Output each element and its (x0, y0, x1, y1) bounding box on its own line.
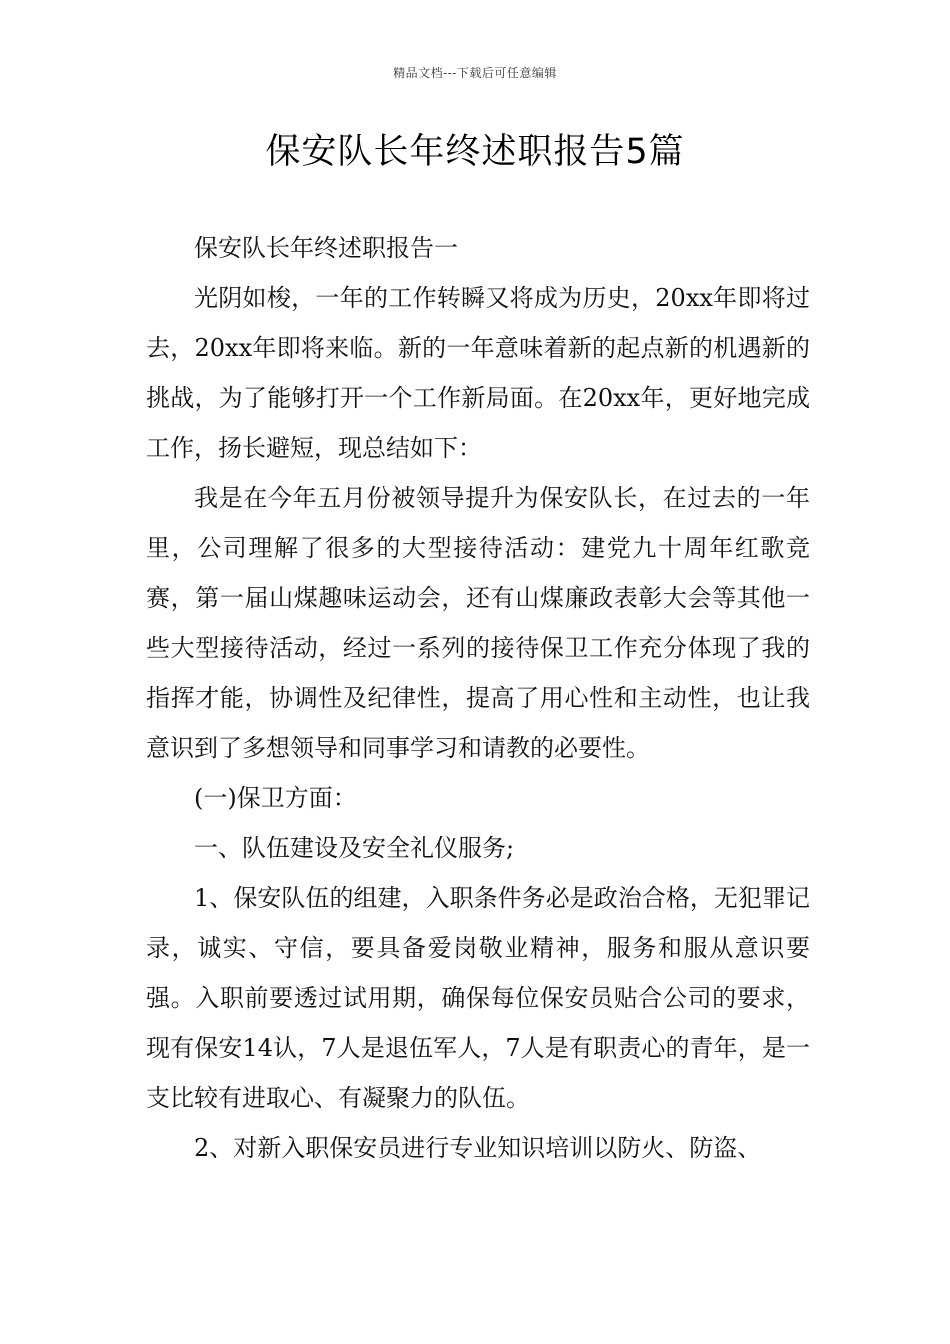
header-note: 精品文档---下载后可任意编辑 (393, 66, 557, 80)
list-heading: 一、队伍建设及安全礼仪服务; (194, 834, 515, 862)
document-title: 保安队长年终述职报告5篇 (265, 132, 685, 172)
list-item-1: 1、保安队伍的组建，入职条件务必是政治合格，无犯罪记录，诚实、守信，要具备爱岗敬业精神，服务和服从意识要强。入职前要透过试用期，确保每位保安员贴合公司的要求，现有保安14认，7人是退伍军人，7人是有职责心的青年，是一支比较有进取心、有凝聚力的队伍。 (146, 884, 810, 1112)
paragraph-intro: 光阴如梭，一年的工作转瞬又将成为历史，20xx年即将过去，20xx年即将来临。新的一年意味着新的起点新的机遇新的挑战，为了能够打开一个工作新局面。在20xx年，更好地完成工作，扬长避短，现总结如下： (146, 284, 810, 462)
document-body (146, 223, 810, 1173)
list-item-2: 2、对新入职保安员进行专业知识培训以防火、防盗、 (194, 1134, 762, 1162)
subsection-heading: (一)保卫方面： (194, 784, 357, 812)
section-heading: 保安队长年终述职报告一 (194, 234, 458, 262)
paragraph-promotion: 我是在今年五月份被领导提升为保安队长，在过去的一年里，公司理解了很多的大型接待活动：建党九十周年红歌竞赛，第一届山煤趣味运动会，还有山煤廉政表彰大会等其他一些大型接待活动，经过一系列的接待保卫工作充分体现了我的指挥才能，协调性及纪律性，提高了用心性和主动性，也让我意识到了多想领导和同事学习和请教的必要性。 (146, 484, 810, 762)
